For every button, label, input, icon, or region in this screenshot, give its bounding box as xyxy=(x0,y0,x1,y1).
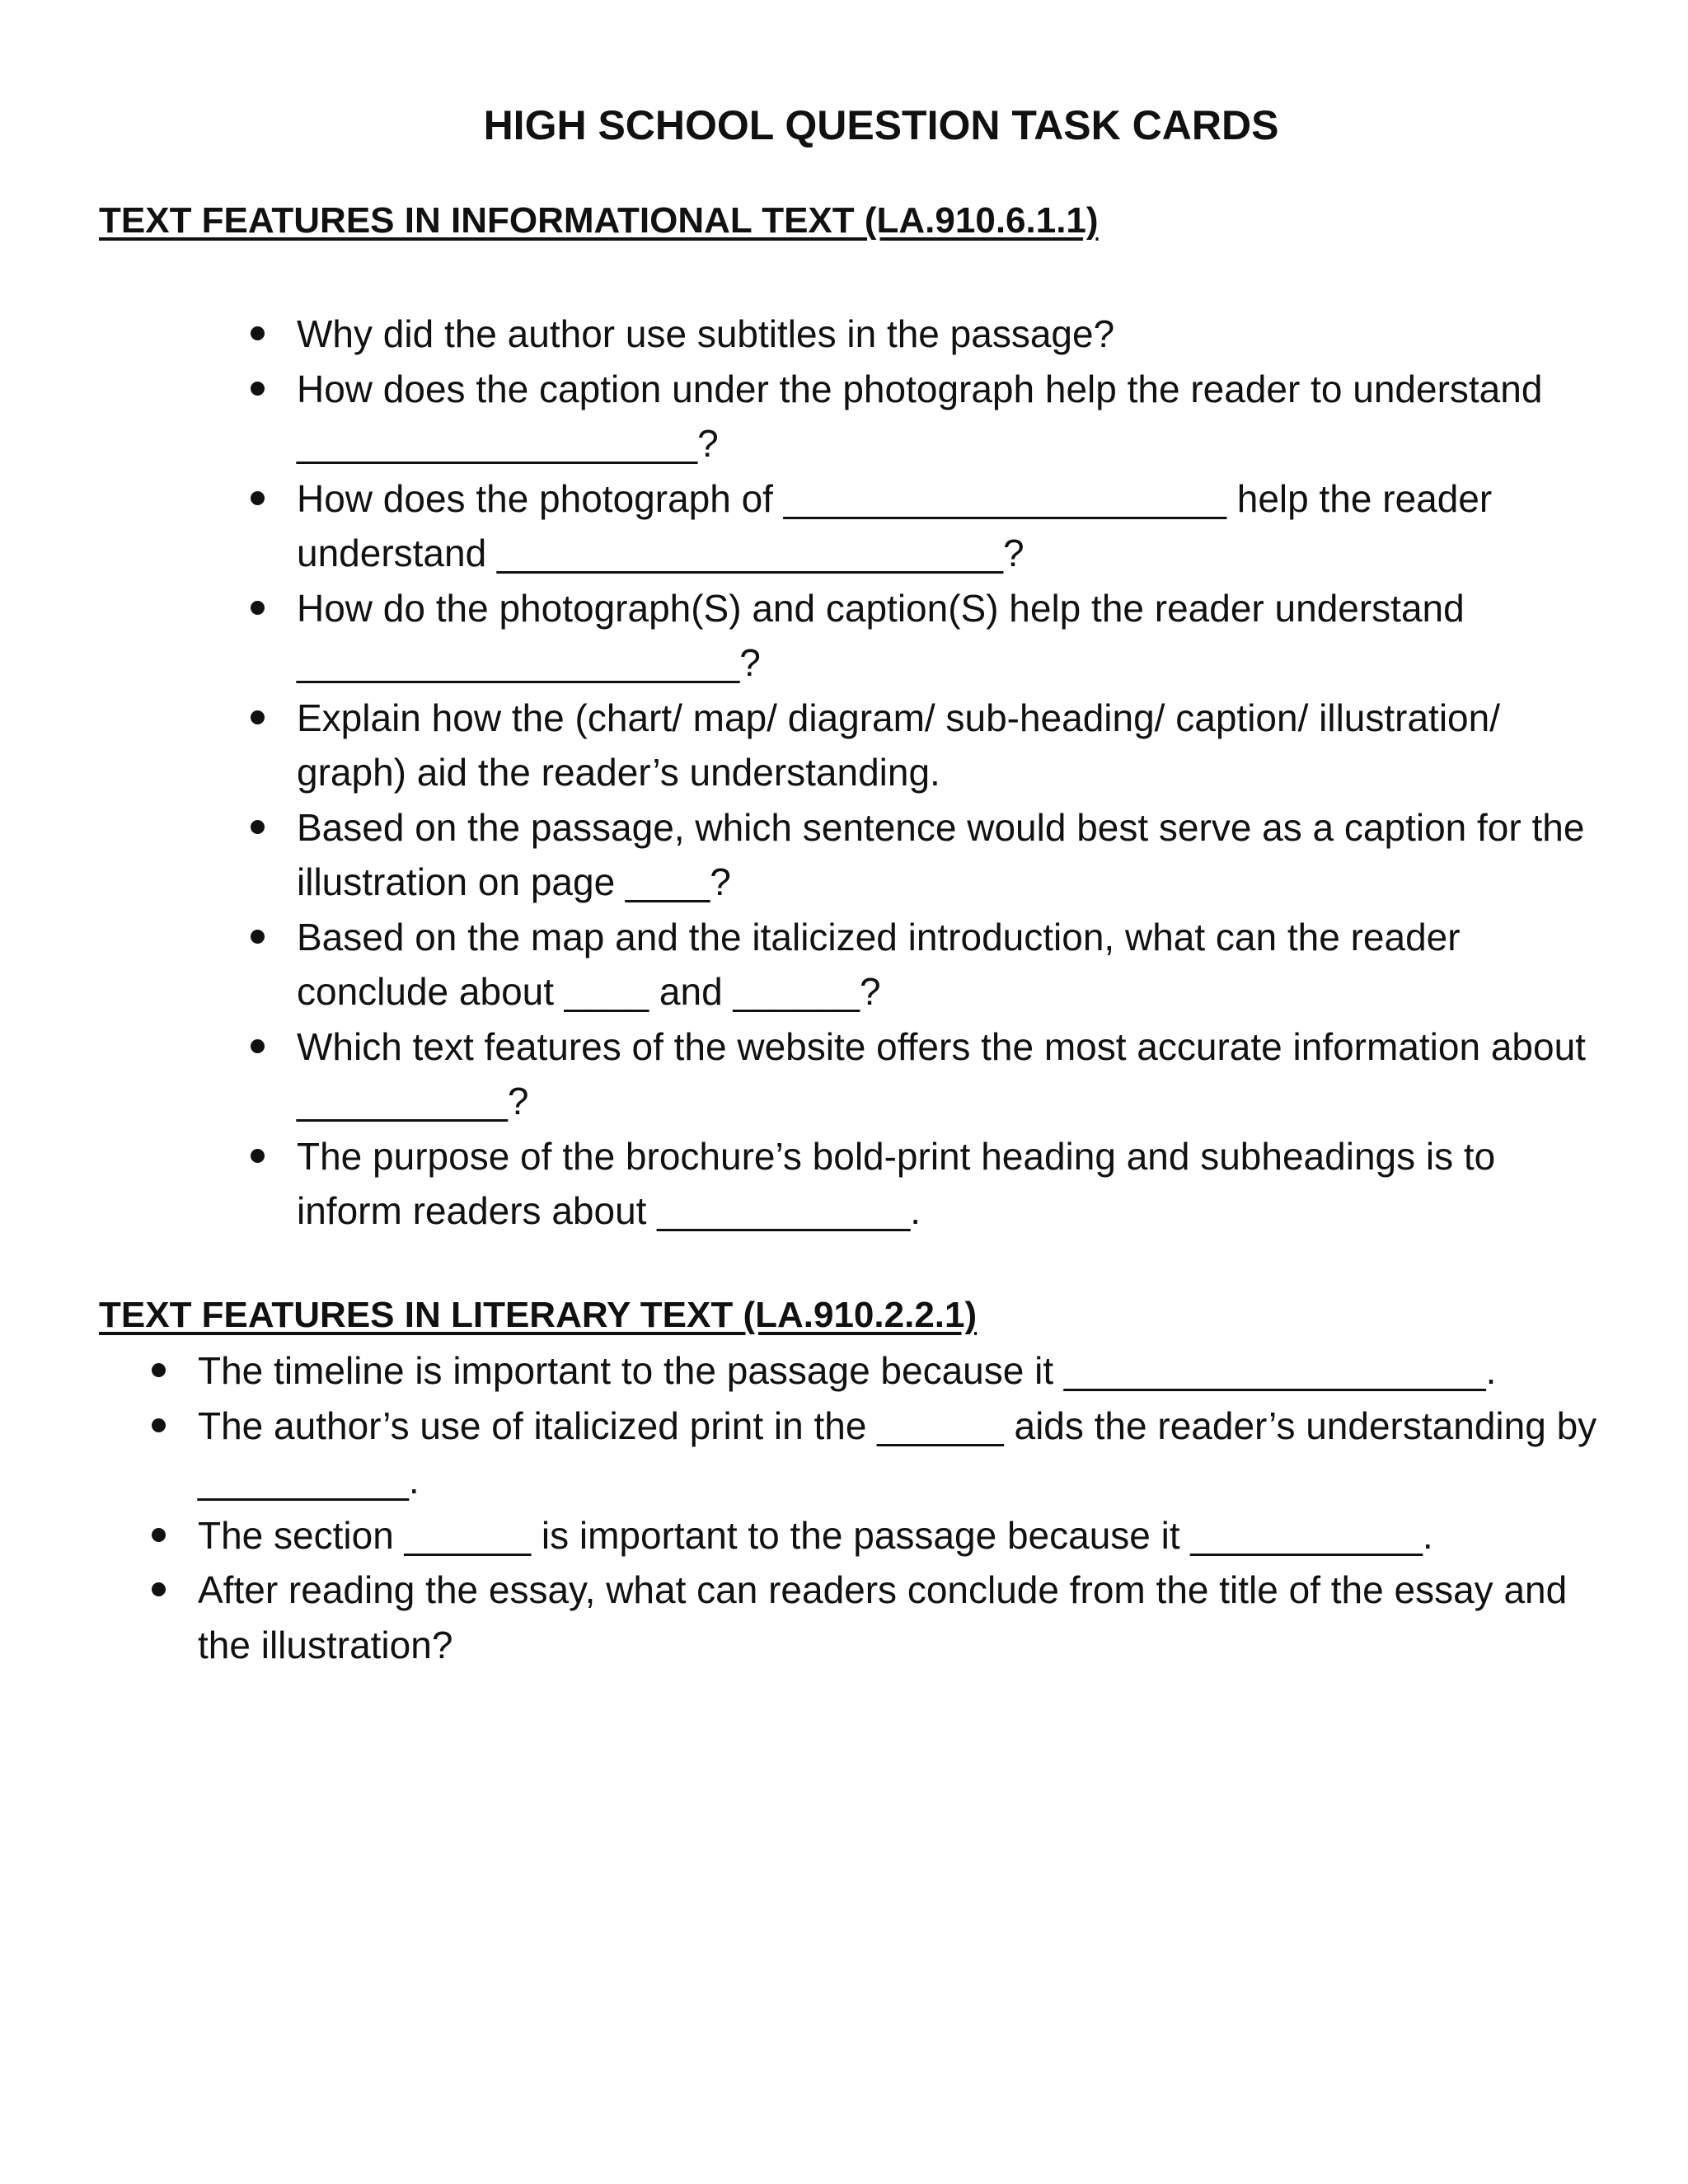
question-item: The section ______ is important to the passage because it ___________. xyxy=(198,1508,1599,1563)
question-item: Which text features of the website offers the most accurate information about __________? xyxy=(297,1019,1599,1129)
question-item: The author’s use of italicized print in the ______ aids the reader’s understanding by __________. xyxy=(198,1399,1599,1508)
question-item: Explain how the (chart/ map/ diagram/ sub-heading/ caption/ illustration/ graph) aid the reader’s understanding. xyxy=(297,691,1599,800)
section-heading-informational: TEXT FEATURES IN INFORMATIONAL TEXT (LA.910.6.1.1) xyxy=(99,200,1099,241)
question-item: The purpose of the brochure’s bold-print heading and subheadings is to inform readers about ____________. xyxy=(297,1129,1599,1239)
question-list-informational xyxy=(297,307,1599,1239)
question-item: Based on the map and the italicized introduction, what can the reader conclude about ____ and ______? xyxy=(297,910,1599,1019)
question-item: Based on the passage, which sentence would best serve as a caption for the illustration on page ____? xyxy=(297,800,1599,910)
question-item: After reading the essay, what can readers conclude from the title of the essay and the illustration? xyxy=(198,1563,1599,1672)
question-list-literary xyxy=(198,1343,1599,1672)
question-item: Why did the author use subtitles in the passage? xyxy=(297,307,1599,362)
question-item: How does the caption under the photograph help the reader to understand ___________________? xyxy=(297,362,1599,471)
document-title: HIGH SCHOOL QUESTION TASK CARDS xyxy=(483,102,1279,148)
question-item: How do the photograph(S) and caption(S) help the reader understand _____________________? xyxy=(297,581,1599,691)
question-item: How does the photograph of _____________________ help the reader understand ________________________? xyxy=(297,471,1599,581)
section-heading-literary: TEXT FEATURES IN LITERARY TEXT (LA.910.2.2.1) xyxy=(99,1295,978,1335)
question-item: The timeline is important to the passage because it ____________________. xyxy=(198,1343,1599,1399)
